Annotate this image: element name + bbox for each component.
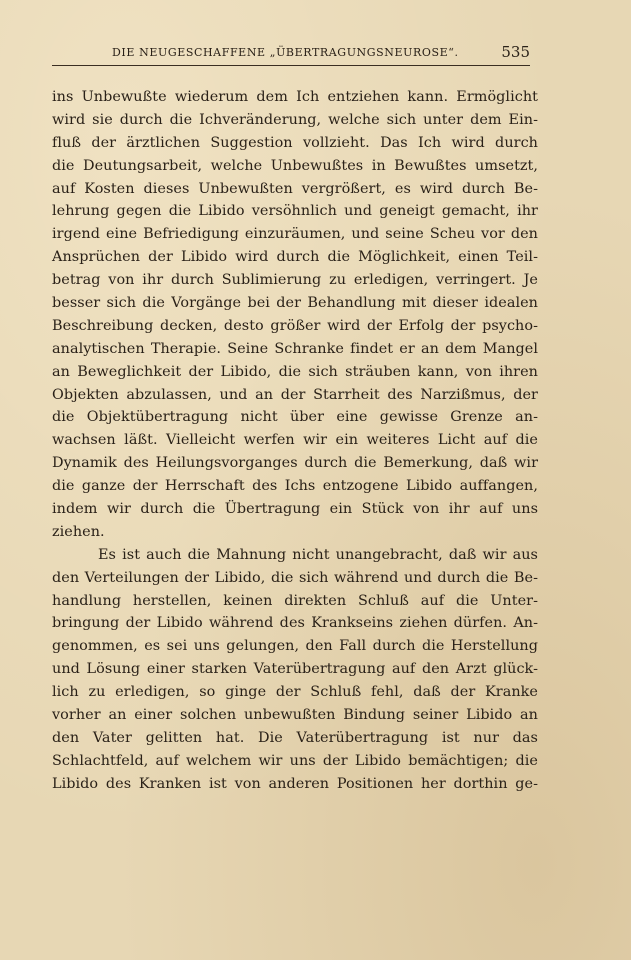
text-line: Dynamik des Heilungsvorganges durch die Bemerkung, daß wir — [52, 455, 538, 472]
text-line: betrag von ihr durch Sublimierung zu erledigen, verringert. Je — [52, 272, 538, 289]
text-line: lehrung gegen die Libido versöhnlich und geneigt gemacht, ihr — [52, 203, 538, 220]
text-line: an Beweglichkeit der Libido, die sich sträuben kann, von ihren — [52, 363, 538, 380]
text-line: besser sich die Vorgänge bei der Behandlung mit dieser idealen — [52, 295, 538, 312]
text-line: die Objektübertragung nicht über eine gewisse Grenze an- — [52, 409, 538, 426]
text-line: vorher an einer solchen unbewußten Bindung seiner Libido an — [52, 707, 538, 724]
text-line: analytischen Therapie. Seine Schranke findet er an dem Mangel — [52, 340, 538, 357]
text-line: ins Unbewußte wiederum dem Ich entziehen kann. Ermöglicht — [52, 89, 538, 105]
text-line: irgend eine Befriedigung einzuräumen, und seine Scheu vor den — [52, 226, 538, 243]
text-line: die ganze der Herrschaft des Ichs entzogene Libido auffangen, — [52, 478, 538, 495]
page-number: 535 — [501, 43, 530, 61]
text-line: den Verteilungen der Libido, die sich während und durch die Be- — [52, 569, 538, 586]
text-line: handlung herstellen, keinen direkten Schluß auf die Unter- — [52, 592, 538, 609]
text-line: genommen, es sei uns gelungen, den Fall durch die Herstellung — [52, 638, 538, 655]
running-header — [52, 44, 530, 66]
text-line: die Deutungsarbeit, welche Unbewußtes in Bewußtes umsetzt, — [52, 157, 538, 174]
text-line: den Vater gelitten hat. Die Vaterübertragung ist nur das — [52, 729, 538, 746]
running-title: DIE NEUGESCHAFFENE „ÜBERTRAGUNGSNEUROSE“. — [112, 46, 459, 59]
text-line: lich zu erledigen, so ginge der Schluß fehl, daß der Kranke — [52, 684, 538, 701]
text-line: Schlachtfeld, auf welchem wir uns der Libido bemächtigen; die — [52, 752, 538, 769]
body-text — [52, 86, 538, 796]
text-line: und Lösung einer starken Vaterübertragung auf den Arzt glück- — [52, 661, 538, 678]
text-line: fluß der ärztlichen Suggestion vollzieht. Das Ich wird durch — [52, 134, 538, 151]
text-line: indem wir durch die Übertragung ein Stück von ihr auf uns — [52, 501, 538, 518]
text-line: bringung der Libido während des Krankseins ziehen dürfen. An- — [52, 615, 538, 632]
paragraph-end-line: ziehen. — [52, 523, 105, 540]
paragraph-start-line: Es ist auch die Mahnung nicht unangebracht, daß wir aus — [98, 546, 538, 563]
text-line: auf Kosten dieses Unbewußten vergrößert, es wird durch Be- — [52, 180, 538, 197]
text-line: wachsen läßt. Vielleicht werfen wir ein weiteres Licht auf die — [52, 432, 538, 449]
text-line: wird sie durch die Ichveränderung, welche sich unter dem Ein- — [52, 111, 538, 128]
header-rule — [52, 65, 530, 66]
text-line: Ansprüchen der Libido wird durch die Möglichkeit, einen Teil- — [52, 249, 538, 266]
text-line: Libido des Kranken ist von anderen Positionen her dorthin ge- — [52, 775, 538, 792]
text-line: Beschreibung decken, desto größer wird der Erfolg der psycho- — [52, 317, 538, 334]
text-line: Objekten abzulassen, und an der Starrheit des Narzißmus, der — [52, 386, 538, 403]
